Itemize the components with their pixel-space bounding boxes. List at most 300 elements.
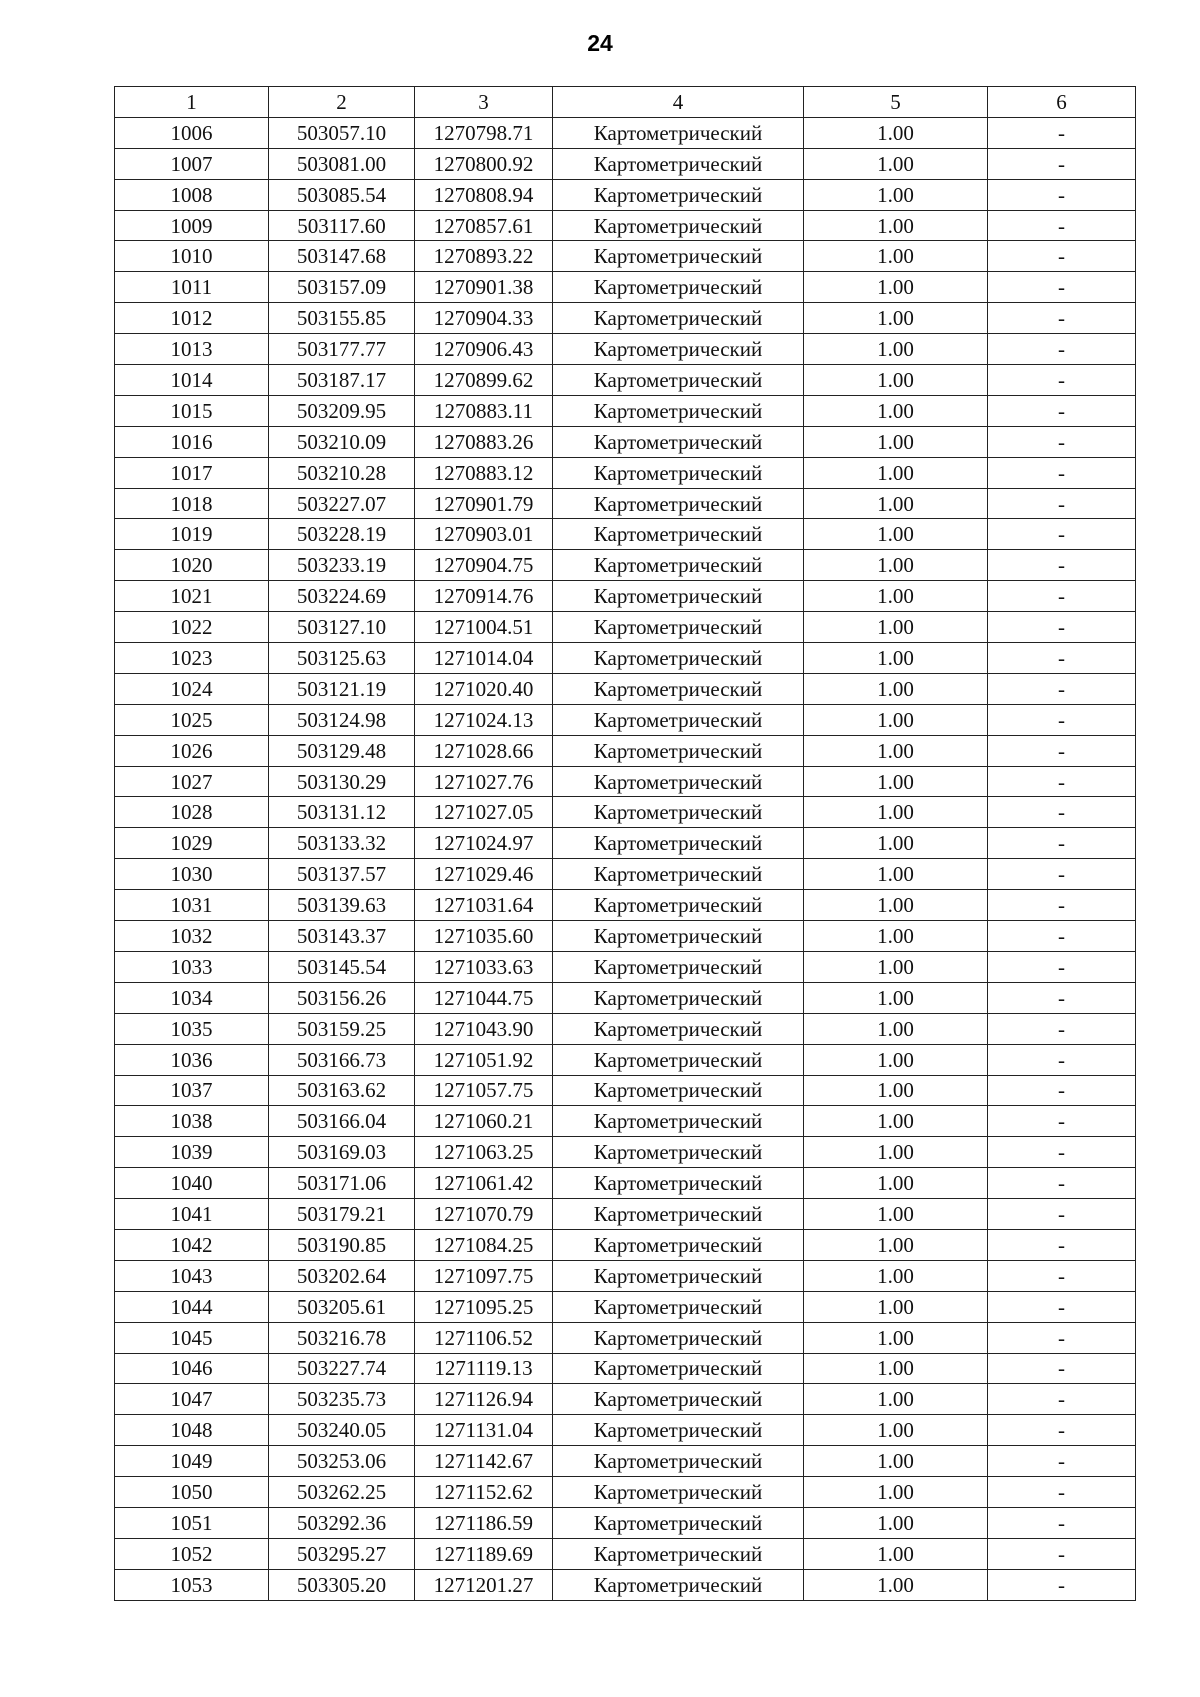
note-cell: - bbox=[988, 1075, 1136, 1106]
x-coordinate-cell: 503253.06 bbox=[269, 1446, 415, 1477]
note-cell: - bbox=[988, 395, 1136, 426]
x-coordinate-cell: 503224.69 bbox=[269, 581, 415, 612]
method-cell: Картометрический bbox=[553, 581, 804, 612]
y-coordinate-cell: 1271043.90 bbox=[415, 1013, 553, 1044]
accuracy-cell: 1.00 bbox=[804, 1446, 988, 1477]
point-number-cell: 1032 bbox=[115, 921, 269, 952]
accuracy-cell: 1.00 bbox=[804, 1569, 988, 1600]
table-row bbox=[115, 1291, 1136, 1322]
point-number-cell: 1008 bbox=[115, 179, 269, 210]
accuracy-cell: 1.00 bbox=[804, 210, 988, 241]
method-cell: Картометрический bbox=[553, 797, 804, 828]
accuracy-cell: 1.00 bbox=[804, 488, 988, 519]
x-coordinate-cell: 503057.10 bbox=[269, 117, 415, 148]
method-cell: Картометрический bbox=[553, 272, 804, 303]
x-coordinate-cell: 503227.07 bbox=[269, 488, 415, 519]
x-coordinate-cell: 503262.25 bbox=[269, 1477, 415, 1508]
y-coordinate-cell: 1271061.42 bbox=[415, 1168, 553, 1199]
x-coordinate-cell: 503210.09 bbox=[269, 426, 415, 457]
point-number-cell: 1025 bbox=[115, 704, 269, 735]
x-coordinate-cell: 503187.17 bbox=[269, 365, 415, 396]
table-row bbox=[115, 303, 1136, 334]
point-number-cell: 1027 bbox=[115, 766, 269, 797]
method-cell: Картометрический bbox=[553, 951, 804, 982]
point-number-cell: 1026 bbox=[115, 735, 269, 766]
note-cell: - bbox=[988, 1229, 1136, 1260]
accuracy-cell: 1.00 bbox=[804, 303, 988, 334]
accuracy-cell: 1.00 bbox=[804, 1168, 988, 1199]
method-cell: Картометрический bbox=[553, 704, 804, 735]
accuracy-cell: 1.00 bbox=[804, 395, 988, 426]
x-coordinate-cell: 503179.21 bbox=[269, 1199, 415, 1230]
method-cell: Картометрический bbox=[553, 148, 804, 179]
y-coordinate-cell: 1271189.69 bbox=[415, 1538, 553, 1569]
y-coordinate-cell: 1271097.75 bbox=[415, 1260, 553, 1291]
x-coordinate-cell: 503166.04 bbox=[269, 1106, 415, 1137]
y-coordinate-cell: 1271142.67 bbox=[415, 1446, 553, 1477]
y-coordinate-cell: 1270904.75 bbox=[415, 550, 553, 581]
table-row bbox=[115, 148, 1136, 179]
table-row bbox=[115, 241, 1136, 272]
point-number-cell: 1020 bbox=[115, 550, 269, 581]
method-cell: Картометрический bbox=[553, 1137, 804, 1168]
note-cell: - bbox=[988, 550, 1136, 581]
x-coordinate-cell: 503121.19 bbox=[269, 673, 415, 704]
method-cell: Картометрический bbox=[553, 828, 804, 859]
y-coordinate-cell: 1271186.59 bbox=[415, 1507, 553, 1538]
accuracy-cell: 1.00 bbox=[804, 735, 988, 766]
note-cell: - bbox=[988, 1137, 1136, 1168]
x-coordinate-cell: 503127.10 bbox=[269, 612, 415, 643]
note-cell: - bbox=[988, 426, 1136, 457]
y-coordinate-cell: 1270904.33 bbox=[415, 303, 553, 334]
note-cell: - bbox=[988, 519, 1136, 550]
method-cell: Картометрический bbox=[553, 1507, 804, 1538]
y-coordinate-cell: 1270883.12 bbox=[415, 457, 553, 488]
accuracy-cell: 1.00 bbox=[804, 1291, 988, 1322]
note-cell: - bbox=[988, 1446, 1136, 1477]
method-cell: Картометрический bbox=[553, 117, 804, 148]
y-coordinate-cell: 1271024.13 bbox=[415, 704, 553, 735]
table-row bbox=[115, 1322, 1136, 1353]
point-number-cell: 1011 bbox=[115, 272, 269, 303]
note-cell: - bbox=[988, 921, 1136, 952]
note-cell: - bbox=[988, 148, 1136, 179]
y-coordinate-cell: 1271029.46 bbox=[415, 859, 553, 890]
method-cell: Картометрический bbox=[553, 612, 804, 643]
point-number-cell: 1030 bbox=[115, 859, 269, 890]
table-row bbox=[115, 1199, 1136, 1230]
accuracy-cell: 1.00 bbox=[804, 1199, 988, 1230]
x-coordinate-cell: 503169.03 bbox=[269, 1137, 415, 1168]
y-coordinate-cell: 1271004.51 bbox=[415, 612, 553, 643]
accuracy-cell: 1.00 bbox=[804, 1353, 988, 1384]
point-number-cell: 1035 bbox=[115, 1013, 269, 1044]
method-cell: Картометрический bbox=[553, 1569, 804, 1600]
point-number-cell: 1018 bbox=[115, 488, 269, 519]
note-cell: - bbox=[988, 303, 1136, 334]
y-coordinate-cell: 1271014.04 bbox=[415, 643, 553, 674]
y-coordinate-cell: 1271044.75 bbox=[415, 982, 553, 1013]
point-number-cell: 1044 bbox=[115, 1291, 269, 1322]
table-row bbox=[115, 673, 1136, 704]
method-cell: Картометрический bbox=[553, 1044, 804, 1075]
point-number-cell: 1049 bbox=[115, 1446, 269, 1477]
accuracy-cell: 1.00 bbox=[804, 1538, 988, 1569]
point-number-cell: 1045 bbox=[115, 1322, 269, 1353]
note-cell: - bbox=[988, 210, 1136, 241]
note-cell: - bbox=[988, 951, 1136, 982]
point-number-cell: 1053 bbox=[115, 1569, 269, 1600]
point-number-cell: 1033 bbox=[115, 951, 269, 982]
x-coordinate-cell: 503240.05 bbox=[269, 1415, 415, 1446]
table-row bbox=[115, 643, 1136, 674]
note-cell: - bbox=[988, 859, 1136, 890]
y-coordinate-cell: 1270893.22 bbox=[415, 241, 553, 272]
y-coordinate-cell: 1271095.25 bbox=[415, 1291, 553, 1322]
y-coordinate-cell: 1271051.92 bbox=[415, 1044, 553, 1075]
table-row bbox=[115, 1507, 1136, 1538]
table-row bbox=[115, 365, 1136, 396]
note-cell: - bbox=[988, 1291, 1136, 1322]
point-number-cell: 1019 bbox=[115, 519, 269, 550]
x-coordinate-cell: 503216.78 bbox=[269, 1322, 415, 1353]
method-cell: Картометрический bbox=[553, 1446, 804, 1477]
point-number-cell: 1028 bbox=[115, 797, 269, 828]
table-header-row bbox=[115, 87, 1136, 118]
point-number-cell: 1021 bbox=[115, 581, 269, 612]
x-coordinate-cell: 503137.57 bbox=[269, 859, 415, 890]
y-coordinate-cell: 1271126.94 bbox=[415, 1384, 553, 1415]
point-number-cell: 1017 bbox=[115, 457, 269, 488]
table-row bbox=[115, 828, 1136, 859]
x-coordinate-cell: 503085.54 bbox=[269, 179, 415, 210]
accuracy-cell: 1.00 bbox=[804, 921, 988, 952]
table-body bbox=[115, 117, 1136, 1600]
method-cell: Картометрический bbox=[553, 395, 804, 426]
method-cell: Картометрический bbox=[553, 673, 804, 704]
table-row bbox=[115, 1569, 1136, 1600]
accuracy-cell: 1.00 bbox=[804, 951, 988, 982]
point-number-cell: 1012 bbox=[115, 303, 269, 334]
note-cell: - bbox=[988, 457, 1136, 488]
point-number-cell: 1015 bbox=[115, 395, 269, 426]
x-coordinate-cell: 503159.25 bbox=[269, 1013, 415, 1044]
table-row bbox=[115, 457, 1136, 488]
y-coordinate-cell: 1270901.79 bbox=[415, 488, 553, 519]
y-coordinate-cell: 1270903.01 bbox=[415, 519, 553, 550]
method-cell: Картометрический bbox=[553, 982, 804, 1013]
method-cell: Картометрический bbox=[553, 1384, 804, 1415]
accuracy-cell: 1.00 bbox=[804, 1075, 988, 1106]
y-coordinate-cell: 1271028.66 bbox=[415, 735, 553, 766]
accuracy-cell: 1.00 bbox=[804, 612, 988, 643]
note-cell: - bbox=[988, 828, 1136, 859]
point-number-cell: 1014 bbox=[115, 365, 269, 396]
table-row bbox=[115, 1446, 1136, 1477]
method-cell: Картометрический bbox=[553, 210, 804, 241]
table-row bbox=[115, 704, 1136, 735]
point-number-cell: 1052 bbox=[115, 1538, 269, 1569]
method-cell: Картометрический bbox=[553, 1415, 804, 1446]
accuracy-cell: 1.00 bbox=[804, 1013, 988, 1044]
y-coordinate-cell: 1271131.04 bbox=[415, 1415, 553, 1446]
column-header: 5 bbox=[804, 87, 988, 118]
table-row bbox=[115, 921, 1136, 952]
point-number-cell: 1043 bbox=[115, 1260, 269, 1291]
method-cell: Картометрический bbox=[553, 488, 804, 519]
note-cell: - bbox=[988, 1384, 1136, 1415]
note-cell: - bbox=[988, 1538, 1136, 1569]
table-row bbox=[115, 797, 1136, 828]
table-row bbox=[115, 1229, 1136, 1260]
note-cell: - bbox=[988, 766, 1136, 797]
point-number-cell: 1024 bbox=[115, 673, 269, 704]
table-row bbox=[115, 1384, 1136, 1415]
accuracy-cell: 1.00 bbox=[804, 890, 988, 921]
point-number-cell: 1038 bbox=[115, 1106, 269, 1137]
x-coordinate-cell: 503205.61 bbox=[269, 1291, 415, 1322]
table-row bbox=[115, 1260, 1136, 1291]
point-number-cell: 1037 bbox=[115, 1075, 269, 1106]
y-coordinate-cell: 1271024.97 bbox=[415, 828, 553, 859]
accuracy-cell: 1.00 bbox=[804, 1137, 988, 1168]
y-coordinate-cell: 1270798.71 bbox=[415, 117, 553, 148]
x-coordinate-cell: 503157.09 bbox=[269, 272, 415, 303]
note-cell: - bbox=[988, 673, 1136, 704]
y-coordinate-cell: 1271057.75 bbox=[415, 1075, 553, 1106]
y-coordinate-cell: 1271106.52 bbox=[415, 1322, 553, 1353]
note-cell: - bbox=[988, 1353, 1136, 1384]
y-coordinate-cell: 1271119.13 bbox=[415, 1353, 553, 1384]
x-coordinate-cell: 503139.63 bbox=[269, 890, 415, 921]
accuracy-cell: 1.00 bbox=[804, 1229, 988, 1260]
accuracy-cell: 1.00 bbox=[804, 1106, 988, 1137]
method-cell: Картометрический bbox=[553, 1013, 804, 1044]
note-cell: - bbox=[988, 365, 1136, 396]
note-cell: - bbox=[988, 1477, 1136, 1508]
x-coordinate-cell: 503209.95 bbox=[269, 395, 415, 426]
table-row bbox=[115, 1168, 1136, 1199]
y-coordinate-cell: 1270899.62 bbox=[415, 365, 553, 396]
method-cell: Картометрический bbox=[553, 1075, 804, 1106]
point-number-cell: 1016 bbox=[115, 426, 269, 457]
method-cell: Картометрический bbox=[553, 1477, 804, 1508]
accuracy-cell: 1.00 bbox=[804, 1322, 988, 1353]
column-header: 4 bbox=[553, 87, 804, 118]
table-row bbox=[115, 581, 1136, 612]
point-number-cell: 1039 bbox=[115, 1137, 269, 1168]
table-row bbox=[115, 1415, 1136, 1446]
point-number-cell: 1010 bbox=[115, 241, 269, 272]
y-coordinate-cell: 1271027.76 bbox=[415, 766, 553, 797]
note-cell: - bbox=[988, 334, 1136, 365]
accuracy-cell: 1.00 bbox=[804, 828, 988, 859]
accuracy-cell: 1.00 bbox=[804, 272, 988, 303]
method-cell: Картометрический bbox=[553, 1199, 804, 1230]
accuracy-cell: 1.00 bbox=[804, 1044, 988, 1075]
x-coordinate-cell: 503235.73 bbox=[269, 1384, 415, 1415]
point-number-cell: 1046 bbox=[115, 1353, 269, 1384]
x-coordinate-cell: 503305.20 bbox=[269, 1569, 415, 1600]
table-row bbox=[115, 1075, 1136, 1106]
accuracy-cell: 1.00 bbox=[804, 117, 988, 148]
point-number-cell: 1047 bbox=[115, 1384, 269, 1415]
accuracy-cell: 1.00 bbox=[804, 766, 988, 797]
accuracy-cell: 1.00 bbox=[804, 704, 988, 735]
method-cell: Картометрический bbox=[553, 1538, 804, 1569]
x-coordinate-cell: 503166.73 bbox=[269, 1044, 415, 1075]
point-number-cell: 1042 bbox=[115, 1229, 269, 1260]
method-cell: Картометрический bbox=[553, 1291, 804, 1322]
note-cell: - bbox=[988, 581, 1136, 612]
method-cell: Картометрический bbox=[553, 643, 804, 674]
note-cell: - bbox=[988, 704, 1136, 735]
point-number-cell: 1013 bbox=[115, 334, 269, 365]
y-coordinate-cell: 1270906.43 bbox=[415, 334, 553, 365]
point-number-cell: 1007 bbox=[115, 148, 269, 179]
method-cell: Картометрический bbox=[553, 457, 804, 488]
y-coordinate-cell: 1271060.21 bbox=[415, 1106, 553, 1137]
x-coordinate-cell: 503177.77 bbox=[269, 334, 415, 365]
x-coordinate-cell: 503130.29 bbox=[269, 766, 415, 797]
note-cell: - bbox=[988, 1013, 1136, 1044]
y-coordinate-cell: 1271070.79 bbox=[415, 1199, 553, 1230]
column-header: 2 bbox=[269, 87, 415, 118]
table-row bbox=[115, 1137, 1136, 1168]
accuracy-cell: 1.00 bbox=[804, 797, 988, 828]
accuracy-cell: 1.00 bbox=[804, 1507, 988, 1538]
method-cell: Картометрический bbox=[553, 303, 804, 334]
x-coordinate-cell: 503131.12 bbox=[269, 797, 415, 828]
x-coordinate-cell: 503228.19 bbox=[269, 519, 415, 550]
y-coordinate-cell: 1270914.76 bbox=[415, 581, 553, 612]
table-row bbox=[115, 334, 1136, 365]
accuracy-cell: 1.00 bbox=[804, 365, 988, 396]
point-number-cell: 1006 bbox=[115, 117, 269, 148]
y-coordinate-cell: 1271035.60 bbox=[415, 921, 553, 952]
table-row bbox=[115, 735, 1136, 766]
x-coordinate-cell: 503295.27 bbox=[269, 1538, 415, 1569]
point-number-cell: 1009 bbox=[115, 210, 269, 241]
method-cell: Картометрический bbox=[553, 735, 804, 766]
accuracy-cell: 1.00 bbox=[804, 334, 988, 365]
table-row bbox=[115, 426, 1136, 457]
note-cell: - bbox=[988, 1322, 1136, 1353]
x-coordinate-cell: 503227.74 bbox=[269, 1353, 415, 1384]
table-row bbox=[115, 890, 1136, 921]
note-cell: - bbox=[988, 1044, 1136, 1075]
x-coordinate-cell: 503147.68 bbox=[269, 241, 415, 272]
point-number-cell: 1048 bbox=[115, 1415, 269, 1446]
table-row bbox=[115, 1353, 1136, 1384]
y-coordinate-cell: 1271152.62 bbox=[415, 1477, 553, 1508]
point-number-cell: 1023 bbox=[115, 643, 269, 674]
table-row bbox=[115, 982, 1136, 1013]
method-cell: Картометрический bbox=[553, 426, 804, 457]
note-cell: - bbox=[988, 735, 1136, 766]
x-coordinate-cell: 503171.06 bbox=[269, 1168, 415, 1199]
point-number-cell: 1029 bbox=[115, 828, 269, 859]
x-coordinate-cell: 503133.32 bbox=[269, 828, 415, 859]
x-coordinate-cell: 503129.48 bbox=[269, 735, 415, 766]
method-cell: Картометрический bbox=[553, 1229, 804, 1260]
table-row bbox=[115, 1477, 1136, 1508]
note-cell: - bbox=[988, 797, 1136, 828]
table-row bbox=[115, 1013, 1136, 1044]
table-row bbox=[115, 1044, 1136, 1075]
method-cell: Картометрический bbox=[553, 1353, 804, 1384]
point-number-cell: 1031 bbox=[115, 890, 269, 921]
method-cell: Картометрический bbox=[553, 1260, 804, 1291]
table-row bbox=[115, 179, 1136, 210]
y-coordinate-cell: 1270883.11 bbox=[415, 395, 553, 426]
method-cell: Картометрический bbox=[553, 1106, 804, 1137]
table-row bbox=[115, 951, 1136, 982]
x-coordinate-cell: 503190.85 bbox=[269, 1229, 415, 1260]
method-cell: Картометрический bbox=[553, 241, 804, 272]
x-coordinate-cell: 503156.26 bbox=[269, 982, 415, 1013]
accuracy-cell: 1.00 bbox=[804, 241, 988, 272]
table-row bbox=[115, 488, 1136, 519]
y-coordinate-cell: 1271020.40 bbox=[415, 673, 553, 704]
method-cell: Картометрический bbox=[553, 179, 804, 210]
accuracy-cell: 1.00 bbox=[804, 1260, 988, 1291]
column-header: 6 bbox=[988, 87, 1136, 118]
x-coordinate-cell: 503210.28 bbox=[269, 457, 415, 488]
y-coordinate-cell: 1271084.25 bbox=[415, 1229, 553, 1260]
accuracy-cell: 1.00 bbox=[804, 550, 988, 581]
table-row bbox=[115, 859, 1136, 890]
x-coordinate-cell: 503145.54 bbox=[269, 951, 415, 982]
column-header: 1 bbox=[115, 87, 269, 118]
x-coordinate-cell: 503202.64 bbox=[269, 1260, 415, 1291]
note-cell: - bbox=[988, 272, 1136, 303]
method-cell: Картометрический bbox=[553, 859, 804, 890]
method-cell: Картометрический bbox=[553, 334, 804, 365]
point-number-cell: 1022 bbox=[115, 612, 269, 643]
x-coordinate-cell: 503233.19 bbox=[269, 550, 415, 581]
accuracy-cell: 1.00 bbox=[804, 1477, 988, 1508]
accuracy-cell: 1.00 bbox=[804, 1384, 988, 1415]
note-cell: - bbox=[988, 179, 1136, 210]
accuracy-cell: 1.00 bbox=[804, 457, 988, 488]
x-coordinate-cell: 503143.37 bbox=[269, 921, 415, 952]
method-cell: Картометрический bbox=[553, 365, 804, 396]
x-coordinate-cell: 503155.85 bbox=[269, 303, 415, 334]
accuracy-cell: 1.00 bbox=[804, 859, 988, 890]
note-cell: - bbox=[988, 612, 1136, 643]
y-coordinate-cell: 1271031.64 bbox=[415, 890, 553, 921]
note-cell: - bbox=[988, 1415, 1136, 1446]
method-cell: Картометрический bbox=[553, 921, 804, 952]
accuracy-cell: 1.00 bbox=[804, 1415, 988, 1446]
note-cell: - bbox=[988, 1106, 1136, 1137]
note-cell: - bbox=[988, 1569, 1136, 1600]
point-number-cell: 1040 bbox=[115, 1168, 269, 1199]
note-cell: - bbox=[988, 1199, 1136, 1230]
note-cell: - bbox=[988, 982, 1136, 1013]
x-coordinate-cell: 503117.60 bbox=[269, 210, 415, 241]
y-coordinate-cell: 1271201.27 bbox=[415, 1569, 553, 1600]
accuracy-cell: 1.00 bbox=[804, 179, 988, 210]
y-coordinate-cell: 1270883.26 bbox=[415, 426, 553, 457]
x-coordinate-cell: 503124.98 bbox=[269, 704, 415, 735]
y-coordinate-cell: 1270800.92 bbox=[415, 148, 553, 179]
y-coordinate-cell: 1270901.38 bbox=[415, 272, 553, 303]
table-row bbox=[115, 550, 1136, 581]
note-cell: - bbox=[988, 890, 1136, 921]
